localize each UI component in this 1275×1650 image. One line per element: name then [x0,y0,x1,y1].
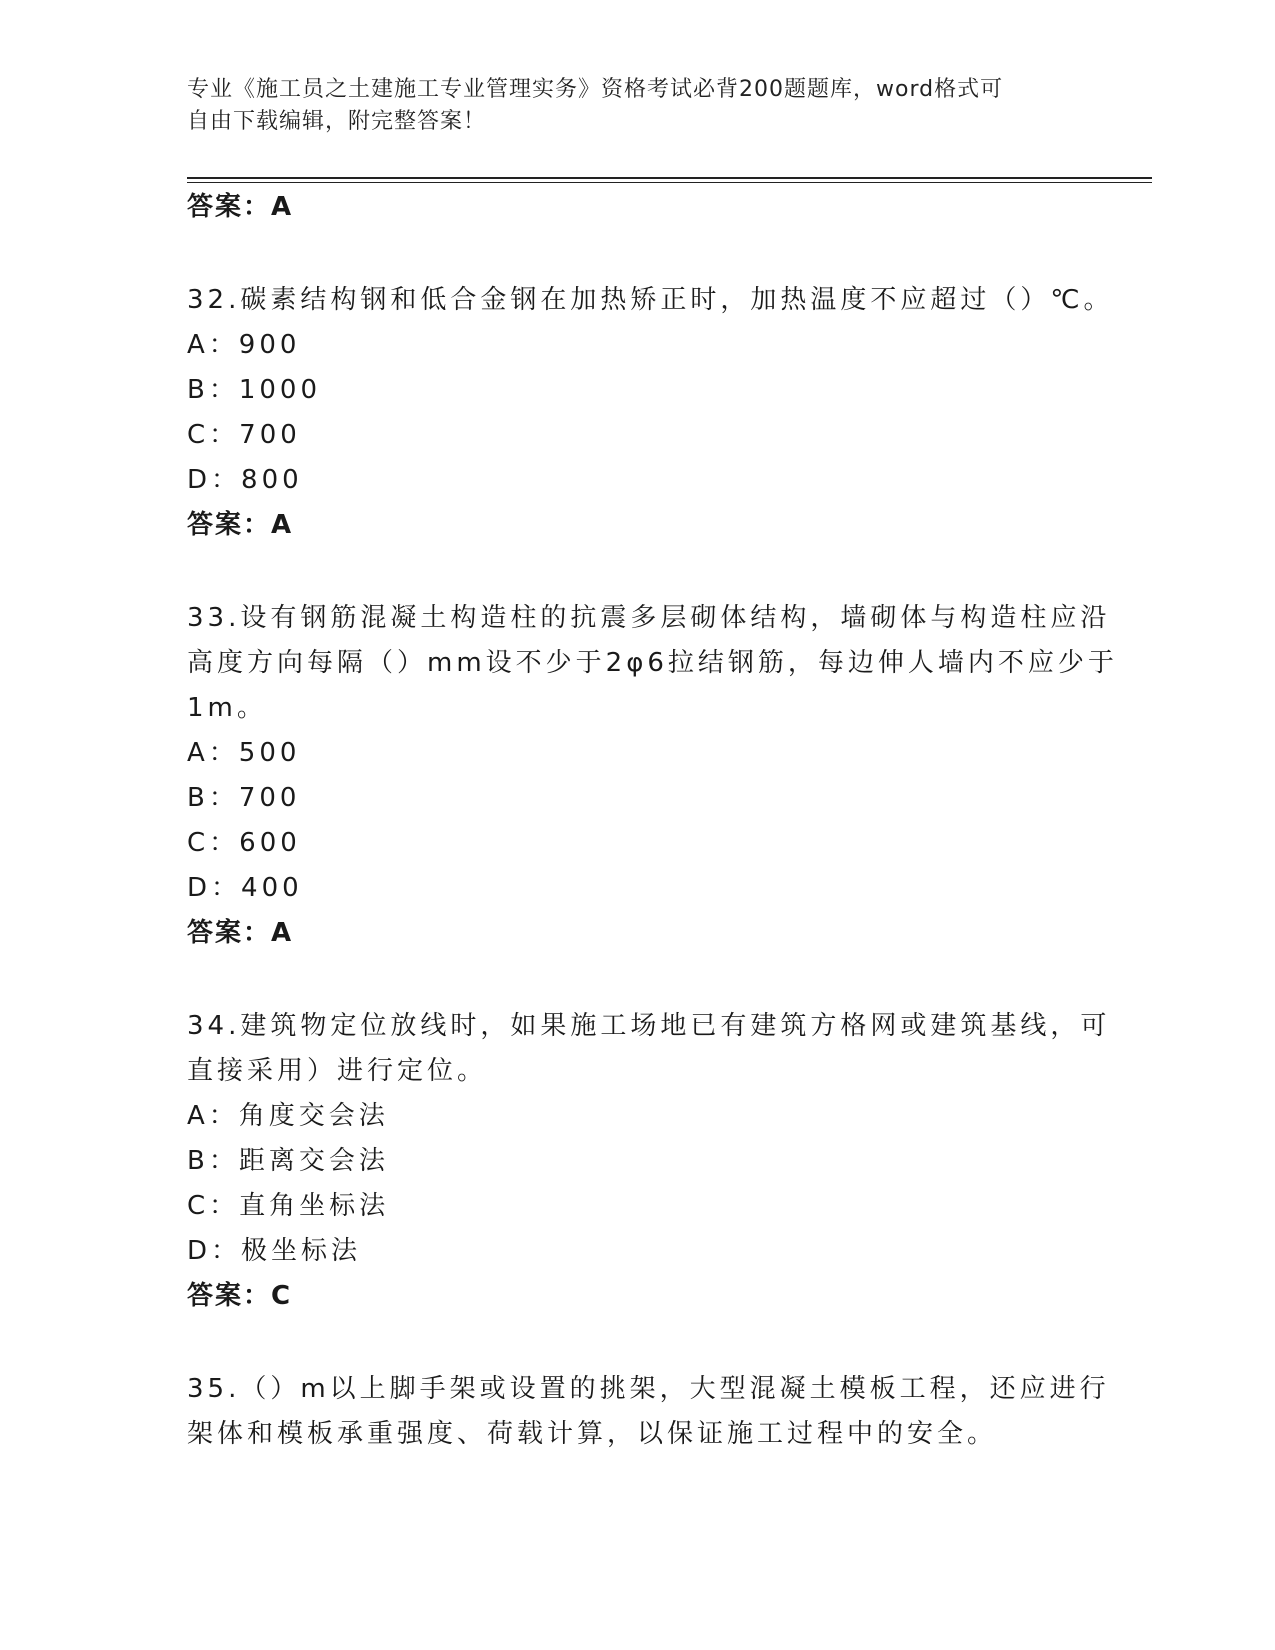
document-header [187,74,1067,138]
question-32-option-c: C：700 [187,420,301,450]
question-32-answer: 答案：A [187,510,294,540]
header-line-2: 自由下载编辑，附完整答案！ [187,109,487,134]
question-32-option-b: B：1000 [187,375,322,405]
question-33-stem-2: 高度方向每隔（）mm设不少于2φ6拉结钢筋，每边伸人墙内不应少于 [187,648,1118,678]
question-34-option-a: A：角度交会法 [187,1101,389,1131]
question-33-option-d: D：400 [187,873,303,903]
question-33-option-b: B：700 [187,783,301,813]
header-divider-thin [187,182,1152,183]
header-divider-thick [187,177,1152,179]
question-35-stem-1: 35.（）m以上脚手架或设置的挑架，大型混凝土模板工程，还应进行 [187,1374,1110,1404]
question-34-stem-2: 直接采用）进行定位。 [187,1056,488,1086]
question-34-option-d: D：极坐标法 [187,1236,362,1266]
question-33-stem-3: 1m。 [187,693,267,723]
question-34-stem-1: 34.建筑物定位放线时，如果施工场地已有建筑方格网或建筑基线，可 [187,1011,1111,1041]
question-34-option-b: B：距离交会法 [187,1146,389,1176]
header-line-1: 专业《施工员之土建施工专业管理实务》资格考试必背200题题库，word格式可 [187,77,1004,102]
question-34-answer: 答案：C [187,1281,293,1311]
question-33-answer: 答案：A [187,918,294,948]
question-32-option-d: D：800 [187,465,303,495]
question-33-option-a: A：500 [187,738,301,768]
answer-31: 答案：A [187,192,294,222]
question-34-option-c: C：直角坐标法 [187,1191,390,1221]
question-33-stem-1: 33.设有钢筋混凝土构造柱的抗震多层砌体结构，墙砌体与构造柱应沿 [187,603,1111,633]
question-32-option-a: A：900 [187,330,301,360]
question-32-stem-1: 32.碳素结构钢和低合金钢在加热矫正时，加热温度不应超过（）℃。 [187,285,1114,315]
question-33-option-c: C：600 [187,828,301,858]
question-35-stem-2: 架体和模板承重强度、荷载计算，以保证施工过程中的安全。 [187,1419,998,1449]
